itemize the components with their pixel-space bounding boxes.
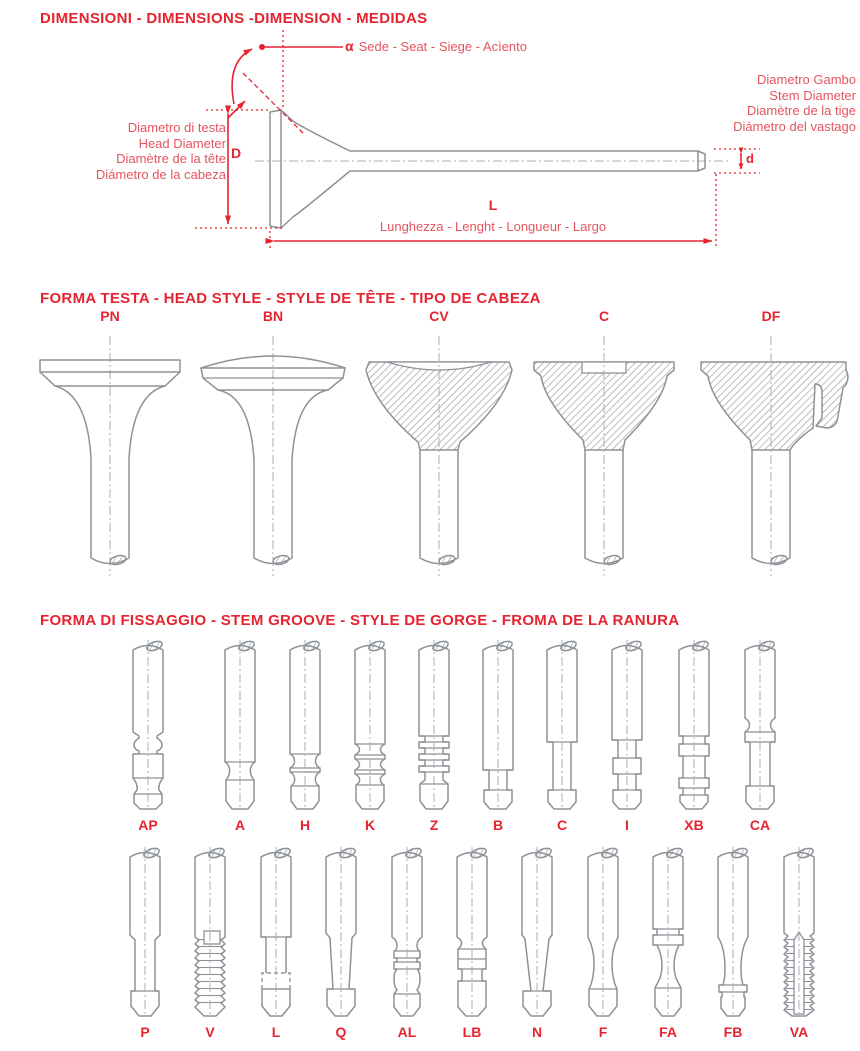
head-style-figure-c <box>519 308 689 585</box>
stem-groove-figure-ap <box>116 638 180 833</box>
stem-groove-label-l: L <box>271 1024 281 1040</box>
stem-diameter-symbol: d <box>746 151 754 166</box>
stem-groove-figure-z <box>402 638 466 833</box>
stem-groove-figure-fb <box>701 845 765 1040</box>
head-style-figure-df <box>686 308 856 585</box>
head-style-label-pn: PN <box>100 308 120 324</box>
seat-angle-arc-arrow <box>232 49 252 104</box>
head-style-figure-pn <box>25 308 195 585</box>
stem-groove-label-ap: AP <box>138 817 158 833</box>
stem-groove-drawing-ca <box>728 638 792 810</box>
stem-groove-figure-i <box>595 638 659 833</box>
head-style-drawing-pn <box>25 330 195 580</box>
stem-groove-figure-xb <box>662 638 726 833</box>
stem-groove-label-fb: FB <box>723 1024 743 1040</box>
stem-groove-label-ca: CA <box>749 817 771 833</box>
stem-groove-drawing-c <box>530 638 594 810</box>
stem-groove-figure-ca <box>728 638 792 833</box>
length-symbol: L <box>488 197 498 213</box>
head-style-figure-cv <box>354 308 524 585</box>
stem-groove-label-xb: XB <box>684 817 704 833</box>
stem-groove-drawing-i <box>595 638 659 810</box>
stem-groove-title: FORMA DI FISSAGGIO - STEM GROOVE - STYLE DE GORGE - FROMA DE LA RANURA <box>40 612 680 629</box>
stem-groove-label-p: P <box>140 1024 150 1040</box>
dimensions-title: DIMENSIONI - DIMENSIONS -DIMENSION - MEDIDAS <box>40 10 428 27</box>
head-style-title: FORMA TESTA - HEAD STYLE - STYLE DE TÊTE - TIPO DE CABEZA <box>40 290 541 307</box>
head-style-label-cv: CV <box>429 308 449 324</box>
stem-groove-label-z: Z <box>429 817 439 833</box>
stem-groove-drawing-l <box>244 845 308 1017</box>
stem-groove-figure-h <box>273 638 337 833</box>
stem-groove-figure-l <box>244 845 308 1040</box>
stem-groove-label-va: VA <box>789 1024 809 1040</box>
stem-groove-label-i: I <box>625 817 629 833</box>
stem-groove-figure-fa <box>636 845 700 1040</box>
stem-groove-drawing-z <box>402 638 466 810</box>
head-diameter-symbol: D <box>231 145 242 161</box>
stem-groove-drawing-b <box>466 638 530 810</box>
valve-head-face <box>270 110 281 228</box>
head-diameter-label: Diametro di testa Head Diameter Diamètre de la tête Diámetro de la cabeza <box>95 120 226 182</box>
stem-groove-figure-k <box>338 638 402 833</box>
stem-groove-drawing-al <box>375 845 439 1017</box>
stem-groove-label-al: AL <box>397 1024 417 1040</box>
stem-groove-figure-a <box>208 638 272 833</box>
stem-groove-label-c: C <box>556 817 568 833</box>
stem-groove-drawing-q <box>309 845 373 1017</box>
stem-groove-label-q: Q <box>335 1024 347 1040</box>
head-style-drawing-cv <box>354 330 524 580</box>
stem-groove-drawing-a <box>208 638 272 810</box>
stem-groove-drawing-v <box>178 845 242 1017</box>
stem-diameter-label: Diametro Gambo Stem Diameter Diamètre de la tige Diámetro del vastago <box>733 72 856 134</box>
stem-groove-figure-v <box>178 845 242 1040</box>
head-style-drawing-df <box>686 330 856 580</box>
stem-groove-figure-lb <box>440 845 504 1040</box>
seat-label-text: Sede - Seat - Siege - Acìento <box>358 39 527 54</box>
stem-groove-figure-n <box>505 845 569 1040</box>
head-style-label-c: C <box>598 308 610 324</box>
head-style-drawing-bn <box>188 330 358 580</box>
stem-groove-label-v: V <box>205 1024 215 1040</box>
stem-groove-label-k: K <box>364 817 376 833</box>
stem-groove-label-h: H <box>299 817 311 833</box>
stem-groove-drawing-n <box>505 845 569 1017</box>
stem-groove-label-lb: LB <box>462 1024 482 1040</box>
head-style-drawing-c <box>519 330 689 580</box>
head-style-label-df: DF <box>761 308 781 324</box>
stem-groove-drawing-fb <box>701 845 765 1017</box>
stem-groove-drawing-k <box>338 638 402 810</box>
stem-groove-figure-b <box>466 638 530 833</box>
stem-groove-drawing-ap <box>116 638 180 810</box>
seat-angle-dashed-line <box>243 73 305 135</box>
stem-groove-figure-va <box>767 845 831 1040</box>
stem-groove-figure-al <box>375 845 439 1040</box>
stem-groove-drawing-xb <box>662 638 726 810</box>
stem-groove-figure-c <box>530 638 594 833</box>
alpha-symbol: α <box>345 38 354 54</box>
stem-groove-label-f: F <box>598 1024 608 1040</box>
stem-groove-figure-f <box>571 845 635 1040</box>
stem-groove-label-n: N <box>531 1024 543 1040</box>
seat-leader-dot <box>259 44 265 50</box>
stem-groove-label-b: B <box>492 817 504 833</box>
stem-groove-label-fa: FA <box>659 1024 677 1040</box>
seat-label <box>345 38 527 54</box>
stem-groove-drawing-lb <box>440 845 504 1017</box>
head-style-figure-bn <box>188 308 358 585</box>
stem-groove-drawing-va <box>767 845 831 1017</box>
length-label: Lunghezza - Lenght - Longueur - Largo <box>379 219 607 234</box>
stem-groove-figure-p <box>113 845 177 1040</box>
stem-groove-drawing-f <box>571 845 635 1017</box>
stem-groove-drawing-fa <box>636 845 700 1017</box>
stem-groove-label-a: A <box>234 817 246 833</box>
stem-groove-drawing-h <box>273 638 337 810</box>
head-style-label-bn: BN <box>262 308 284 324</box>
stem-groove-figure-q <box>309 845 373 1040</box>
stem-groove-drawing-p <box>113 845 177 1017</box>
